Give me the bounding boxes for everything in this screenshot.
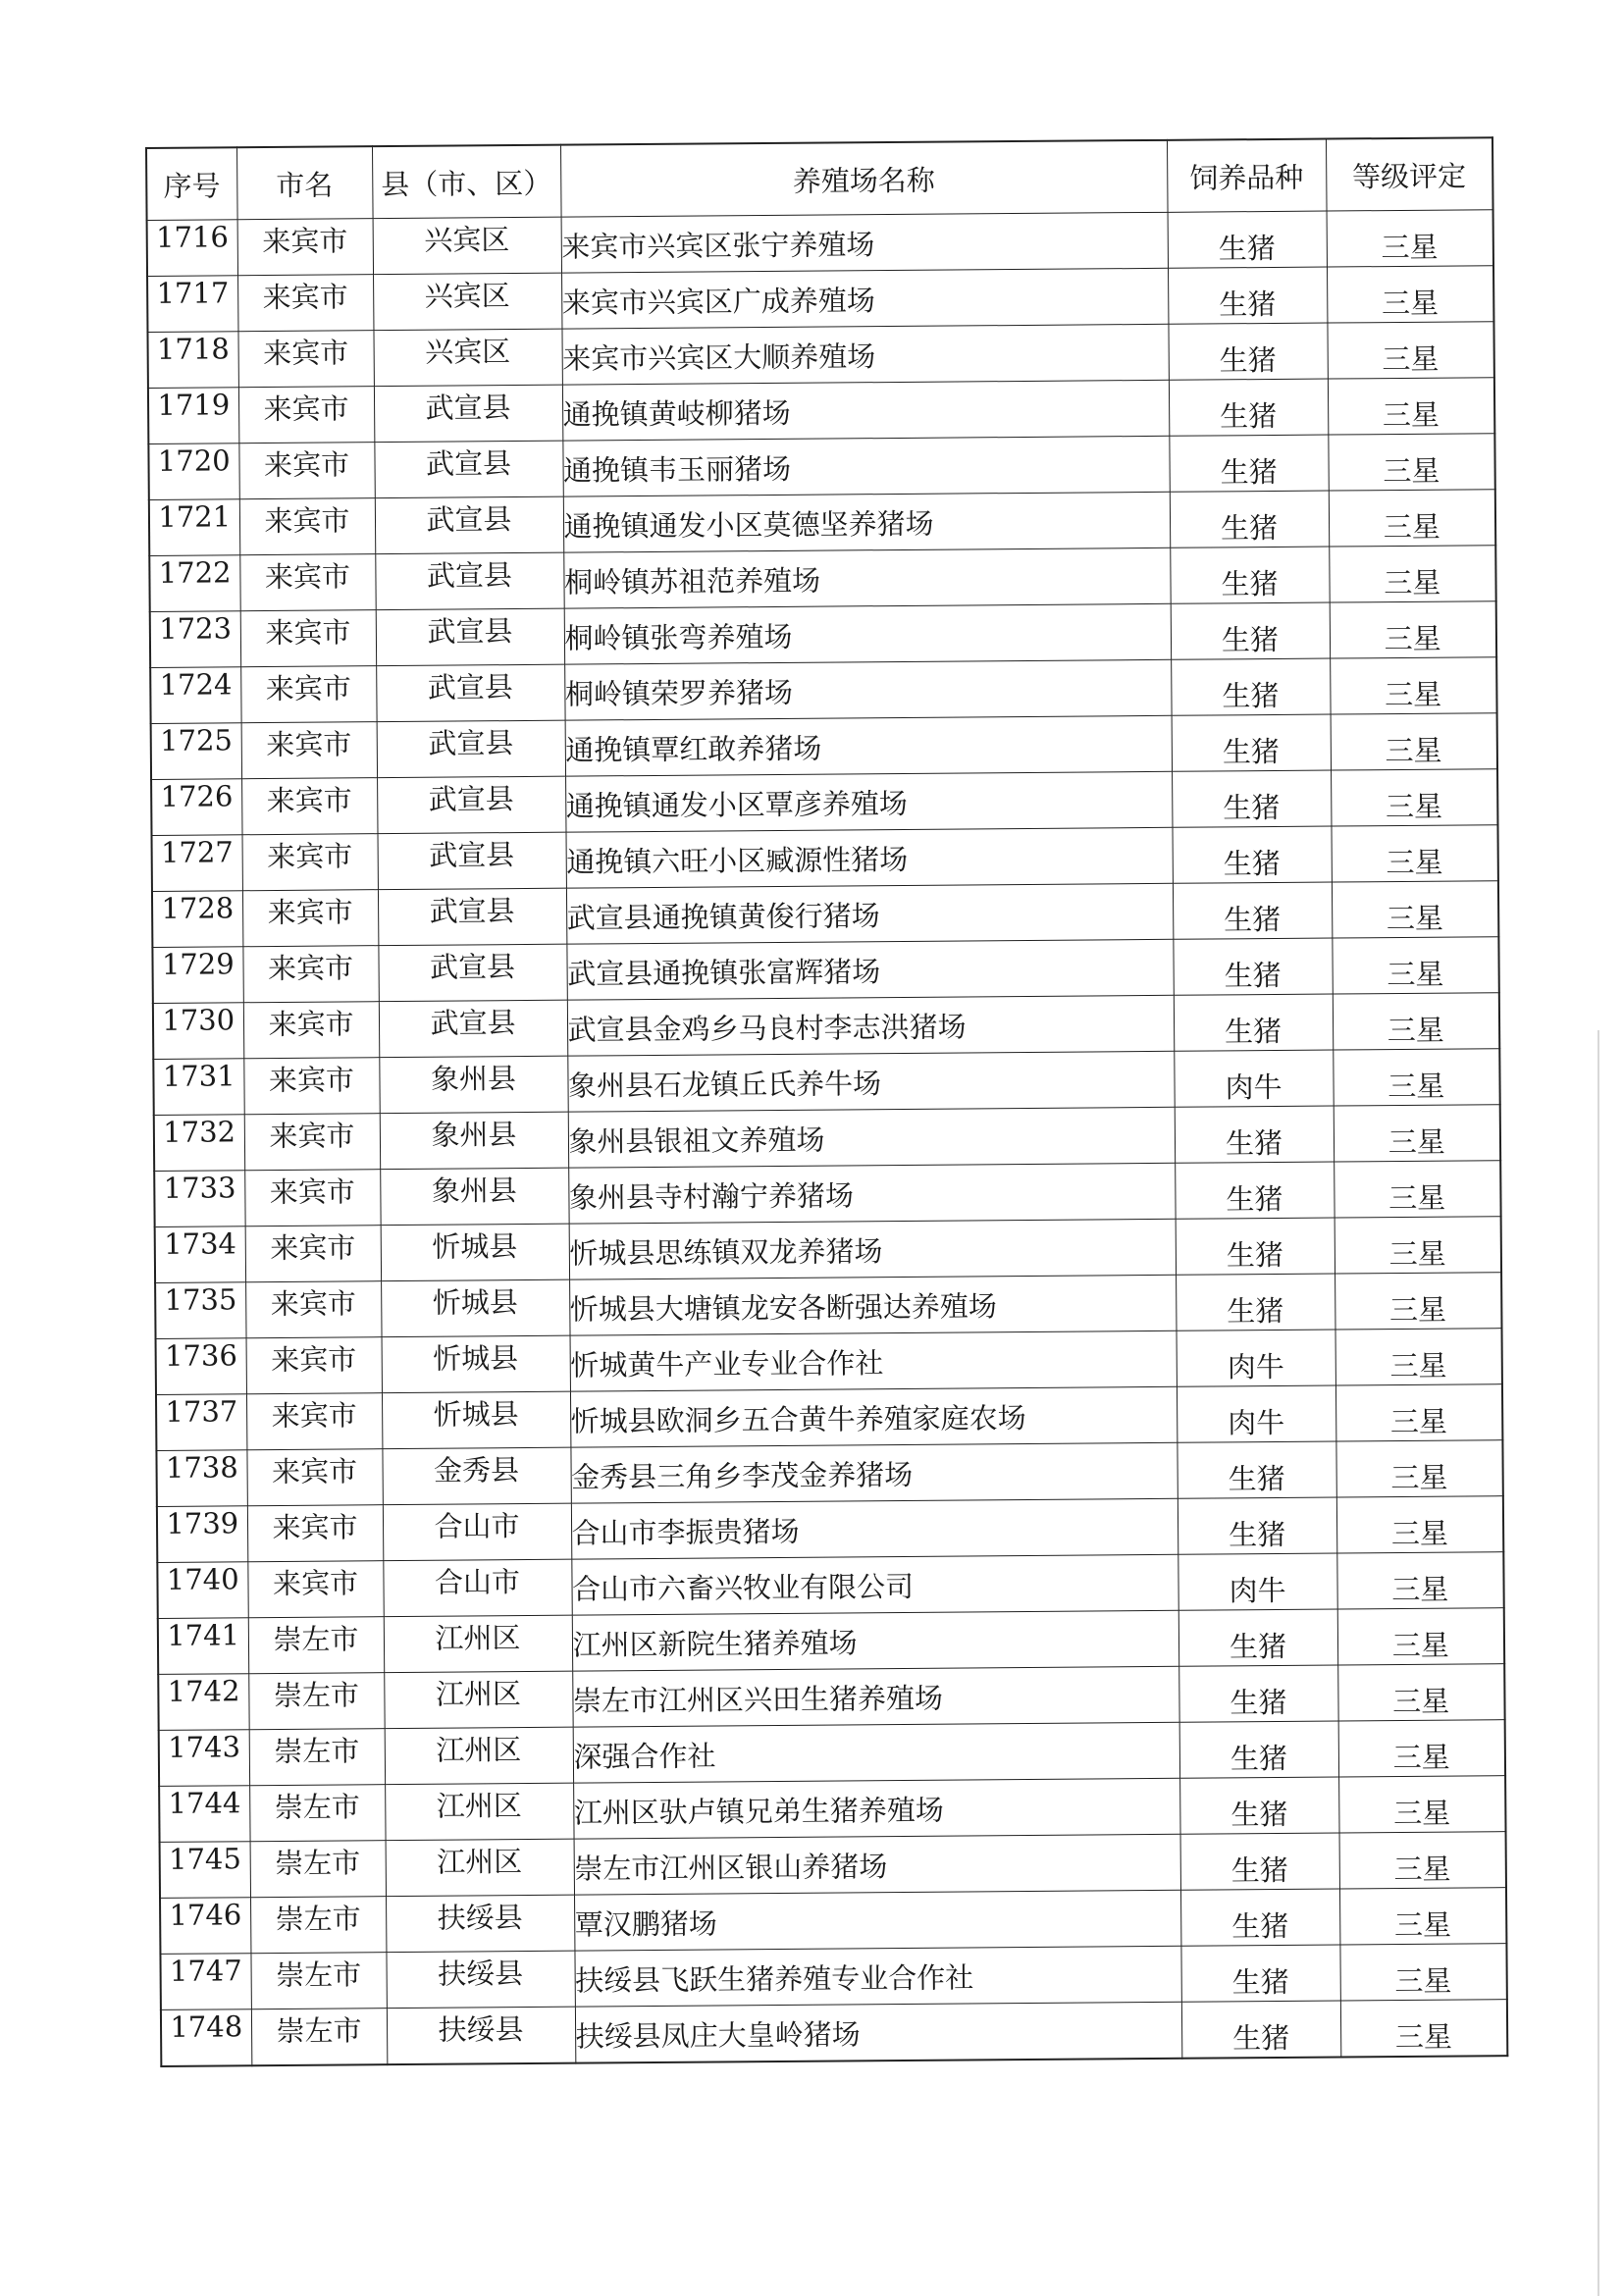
cell-seq: 1734 [155, 1226, 245, 1283]
cell-breed: 肉牛 [1177, 1385, 1335, 1442]
cell-city: 来宾市 [237, 331, 373, 388]
cell-county: 忻城县 [382, 1391, 570, 1449]
cell-county: 武宣县 [376, 608, 564, 666]
cell-grade: 三星 [1334, 1161, 1500, 1218]
table-row [154, 1161, 1500, 1227]
cell-farm: 桐岭镇张弯养殖场 [564, 603, 1171, 664]
header-breed: 饲养品种 [1167, 139, 1327, 213]
cell-farm: 深强合作社 [573, 1722, 1179, 1783]
table-row [158, 1664, 1504, 1731]
cell-seq: 1726 [151, 779, 241, 836]
header-farm: 养殖场名称 [560, 140, 1168, 217]
header-seq: 序号 [146, 147, 237, 220]
cell-breed: 生猪 [1175, 1106, 1334, 1163]
table-row [156, 1440, 1502, 1507]
cell-county: 象州县 [380, 1168, 568, 1226]
cell-breed: 生猪 [1172, 714, 1331, 771]
table-row [155, 1217, 1501, 1283]
table-row [155, 1273, 1501, 1339]
cell-county: 江州区 [384, 1615, 572, 1673]
cell-breed: 生猪 [1170, 547, 1329, 603]
cell-grade: 三星 [1338, 1720, 1505, 1777]
cell-county: 扶绥县 [386, 1895, 574, 1953]
cell-breed: 肉牛 [1178, 1553, 1336, 1610]
table-row [152, 937, 1498, 1004]
cell-farm: 桐岭镇苏祖范养殖场 [563, 548, 1170, 608]
cell-farm: 象州县寺村瀚宁养猪场 [568, 1163, 1175, 1224]
cell-county: 武宣县 [376, 664, 564, 722]
cell-county: 武宣县 [378, 888, 566, 946]
cell-county: 兴宾区 [373, 217, 561, 275]
cell-seq: 1732 [154, 1115, 244, 1172]
table-row [160, 1832, 1506, 1899]
cell-farm: 象州县石龙镇丘氏养牛场 [567, 1051, 1174, 1112]
cell-city: 崇左市 [248, 1673, 384, 1730]
cell-grade: 三星 [1334, 1105, 1500, 1162]
cell-farm: 忻城县思练镇双龙养猪场 [569, 1219, 1176, 1279]
table-row [149, 546, 1495, 612]
cell-farm: 武宣县金鸡乡马良村李志洪猪场 [567, 995, 1174, 1056]
cell-breed: 生猪 [1181, 2001, 1340, 2059]
cell-city: 来宾市 [242, 834, 378, 891]
cell-farm: 武宣县通挽镇黄俊行猪场 [566, 883, 1173, 944]
cell-grade: 三星 [1327, 322, 1493, 379]
cell-county: 金秀县 [382, 1447, 570, 1505]
cell-seq: 1722 [149, 555, 239, 612]
cell-farm: 通挽镇六旺小区臧源性猪场 [565, 827, 1172, 888]
cell-grade: 三星 [1336, 1552, 1503, 1609]
cell-seq: 1737 [156, 1394, 246, 1451]
cell-grade: 三星 [1338, 1776, 1505, 1833]
cell-county: 武宣县 [377, 776, 565, 834]
cell-county: 武宣县 [377, 720, 565, 778]
cell-seq: 1719 [148, 388, 238, 444]
table-row [148, 434, 1494, 500]
table-row [150, 601, 1496, 668]
cell-farm: 桐岭镇荣罗养猪场 [564, 659, 1171, 720]
cell-city: 来宾市 [237, 219, 373, 276]
cell-breed: 生猪 [1179, 1721, 1338, 1778]
table-row [157, 1552, 1503, 1619]
table-row [156, 1329, 1502, 1395]
table-row [159, 1720, 1505, 1787]
cell-farm: 江州区驮卢镇兄弟生猪养殖场 [573, 1778, 1179, 1839]
table-row [147, 210, 1493, 277]
cell-city: 来宾市 [246, 1337, 382, 1394]
cell-grade: 三星 [1331, 713, 1497, 770]
cell-county: 武宣县 [378, 832, 566, 890]
cell-grade: 三星 [1337, 1664, 1504, 1721]
cell-city: 来宾市 [241, 722, 377, 779]
table-row [151, 769, 1497, 836]
table-row [161, 2000, 1507, 2066]
cell-breed: 生猪 [1180, 1833, 1339, 1890]
cell-seq: 1744 [159, 1786, 249, 1843]
cell-farm: 江州区新院生猪养殖场 [572, 1610, 1178, 1671]
cell-county: 扶绥县 [387, 2007, 575, 2064]
cell-city: 来宾市 [247, 1561, 383, 1618]
cell-grade: 三星 [1339, 1888, 1506, 1945]
cell-breed: 生猪 [1168, 267, 1327, 324]
cell-grade: 三星 [1333, 1049, 1499, 1106]
cell-city: 来宾市 [242, 890, 378, 947]
cell-farm: 忻城黄牛产业专业合作社 [570, 1331, 1177, 1391]
cell-breed: 生猪 [1170, 491, 1329, 548]
cell-farm: 通挽镇韦玉丽猪场 [562, 436, 1169, 496]
cell-seq: 1716 [147, 220, 237, 277]
cell-county: 武宣县 [374, 441, 562, 498]
cell-county: 武宣县 [375, 552, 563, 610]
cell-grade: 三星 [1335, 1217, 1501, 1274]
cell-city: 来宾市 [238, 387, 374, 444]
cell-seq: 1740 [157, 1562, 247, 1619]
cell-breed: 生猪 [1179, 1777, 1338, 1834]
cell-farm: 通挽镇通发小区莫德坚养猪场 [563, 492, 1170, 552]
cell-breed: 生猪 [1172, 770, 1331, 827]
table-row [154, 1105, 1500, 1172]
cell-seq: 1729 [152, 947, 242, 1004]
cell-seq: 1746 [160, 1898, 250, 1955]
cell-farm: 忻城县大塘镇龙安各断强达养殖场 [569, 1275, 1176, 1335]
cell-city: 崇左市 [249, 1729, 385, 1786]
cell-grade: 三星 [1332, 881, 1498, 938]
cell-city: 崇左市 [248, 1617, 384, 1674]
cell-city: 来宾市 [244, 1114, 380, 1171]
table-sheet [145, 136, 1506, 2067]
cell-breed: 生猪 [1176, 1218, 1335, 1275]
cell-grade: 三星 [1328, 434, 1494, 491]
cell-city: 崇左市 [250, 1841, 386, 1898]
header-city: 市名 [236, 146, 373, 220]
cell-city: 来宾市 [247, 1505, 383, 1562]
cell-grade: 三星 [1330, 601, 1496, 658]
table-body [147, 210, 1508, 2066]
cell-county: 象州县 [380, 1112, 568, 1170]
cell-city: 来宾市 [240, 610, 376, 667]
table-row [149, 490, 1495, 556]
cell-city: 来宾市 [239, 554, 375, 611]
cell-county: 江州区 [385, 1727, 573, 1785]
cell-grade: 三星 [1333, 993, 1499, 1050]
cell-farm: 扶绥县凤庄大皇岭猪场 [575, 2002, 1181, 2062]
cell-farm: 合山市李振贵猪场 [571, 1498, 1178, 1559]
cell-breed: 生猪 [1177, 1441, 1335, 1498]
cell-breed: 生猪 [1169, 435, 1328, 492]
cell-breed: 生猪 [1172, 826, 1331, 883]
cell-grade: 三星 [1329, 490, 1495, 547]
table-row [152, 825, 1498, 892]
cell-grade: 三星 [1327, 210, 1493, 267]
table-row [147, 322, 1493, 389]
cell-county: 武宣县 [379, 1000, 567, 1058]
cell-seq: 1748 [161, 2009, 251, 2066]
cell-city: 来宾市 [245, 1281, 381, 1338]
cell-county: 忻城县 [381, 1224, 569, 1281]
cell-seq: 1741 [158, 1618, 248, 1675]
cell-seq: 1720 [148, 444, 238, 500]
cell-seq: 1735 [155, 1282, 245, 1339]
header-grade: 等级评定 [1326, 137, 1493, 211]
cell-city: 崇左市 [251, 2009, 387, 2066]
cell-breed: 肉牛 [1177, 1330, 1335, 1386]
cell-breed: 生猪 [1175, 1162, 1334, 1219]
cell-grade: 三星 [1335, 1440, 1502, 1497]
cell-grade: 三星 [1327, 266, 1493, 323]
cell-county: 武宣县 [378, 944, 566, 1002]
cell-seq: 1721 [149, 499, 239, 556]
cell-county: 武宣县 [374, 385, 562, 443]
cell-breed: 生猪 [1178, 1665, 1337, 1722]
cell-seq: 1724 [150, 667, 240, 724]
cell-city: 来宾市 [245, 1226, 381, 1282]
cell-city: 来宾市 [239, 498, 375, 555]
cell-city: 来宾市 [244, 1170, 380, 1226]
cell-breed: 生猪 [1169, 379, 1328, 436]
cell-farm: 通挽镇覃红敢养猪场 [565, 715, 1172, 776]
cell-city: 来宾市 [243, 1058, 379, 1115]
cell-seq: 1739 [157, 1506, 247, 1563]
table-row [151, 713, 1497, 780]
cell-farm: 通挽镇通发小区覃彦养殖场 [565, 771, 1172, 832]
cell-seq: 1723 [150, 611, 240, 668]
cell-county: 兴宾区 [373, 329, 561, 387]
cell-city: 来宾市 [241, 778, 377, 835]
cell-farm: 通挽镇黄岐柳猪场 [562, 380, 1169, 441]
cell-breed: 生猪 [1168, 211, 1327, 268]
cell-seq: 1730 [153, 1003, 243, 1060]
cell-county: 忻城县 [381, 1279, 569, 1337]
cell-seq: 1718 [147, 332, 237, 389]
table-row [159, 1776, 1505, 1843]
cell-farm: 金秀县三角乡李茂金养猪场 [570, 1442, 1177, 1503]
cell-seq: 1717 [147, 276, 237, 333]
cell-city: 崇左市 [250, 1897, 386, 1954]
cell-grade: 三星 [1335, 1329, 1502, 1385]
cell-farm: 象州县银祖文养殖场 [568, 1107, 1175, 1168]
cell-county: 忻城县 [382, 1335, 570, 1393]
cell-farm: 来宾市兴宾区广成养殖场 [561, 268, 1168, 329]
cell-seq: 1736 [156, 1338, 246, 1395]
cell-seq: 1731 [153, 1059, 243, 1116]
cell-farm: 覃汉鹏猪场 [574, 1890, 1180, 1951]
table-header-row [146, 137, 1493, 220]
cell-county: 江州区 [386, 1839, 574, 1897]
cell-seq: 1728 [152, 891, 242, 948]
cell-breed: 生猪 [1176, 1274, 1335, 1331]
cell-city: 来宾市 [246, 1393, 382, 1450]
cell-breed: 生猪 [1168, 323, 1327, 380]
cell-seq: 1725 [151, 723, 241, 780]
header-county: 县（市、区） [372, 145, 561, 219]
table-row [150, 657, 1496, 724]
cell-farm: 来宾市兴宾区大顺养殖场 [561, 324, 1168, 385]
cell-breed: 生猪 [1174, 994, 1333, 1051]
cell-grade: 三星 [1335, 1384, 1502, 1441]
cell-grade: 三星 [1340, 2000, 1507, 2058]
cell-grade: 三星 [1331, 769, 1497, 826]
table-row [156, 1384, 1502, 1451]
cell-breed: 生猪 [1173, 882, 1332, 939]
cell-city: 崇左市 [249, 1785, 385, 1842]
cell-city: 来宾市 [242, 946, 378, 1003]
cell-farm: 武宣县通挽镇张富辉猪场 [566, 939, 1173, 1000]
cell-grade: 三星 [1339, 1832, 1506, 1889]
cell-grade: 三星 [1336, 1496, 1503, 1553]
cell-grade: 三星 [1330, 657, 1496, 714]
cell-farm: 崇左市江州区兴田生猪养殖场 [572, 1666, 1178, 1727]
cell-breed: 生猪 [1171, 658, 1330, 715]
cell-city: 来宾市 [237, 275, 373, 332]
cell-county: 武宣县 [375, 496, 563, 554]
cell-grade: 三星 [1337, 1608, 1504, 1665]
cell-city: 崇左市 [250, 1953, 386, 2009]
cell-farm: 忻城县欧洞乡五合黄牛养殖家庭农场 [570, 1386, 1177, 1447]
cell-grade: 三星 [1339, 1944, 1506, 2001]
cell-breed: 肉牛 [1174, 1050, 1333, 1107]
table-row [153, 1049, 1499, 1116]
cell-county: 兴宾区 [373, 273, 561, 331]
cell-city: 来宾市 [243, 1002, 379, 1059]
cell-seq: 1738 [156, 1450, 246, 1507]
cell-farm: 崇左市江州区银山养猪场 [574, 1834, 1180, 1895]
cell-grade: 三星 [1335, 1273, 1501, 1330]
cell-breed: 生猪 [1180, 1945, 1339, 2002]
cell-seq: 1733 [154, 1171, 244, 1227]
cell-breed: 生猪 [1180, 1889, 1339, 1946]
cell-breed: 生猪 [1171, 602, 1330, 659]
table-row [152, 881, 1498, 948]
cell-city: 来宾市 [240, 666, 376, 723]
cell-farm: 扶绥县飞跃生猪养殖专业合作社 [574, 1946, 1180, 2007]
cell-farm: 来宾市兴宾区张宁养殖场 [561, 212, 1168, 273]
cell-grade: 三星 [1331, 825, 1497, 882]
cell-grade: 三星 [1332, 937, 1498, 994]
cell-seq: 1745 [160, 1842, 250, 1899]
cell-county: 象州县 [379, 1056, 567, 1114]
cell-county: 江州区 [385, 1783, 573, 1841]
cell-county: 江州区 [384, 1671, 572, 1729]
table-row [148, 378, 1494, 444]
cell-county: 扶绥县 [386, 1951, 574, 2009]
cell-county: 合山市 [383, 1503, 571, 1561]
scan-edge-line [1597, 1030, 1599, 2296]
cell-breed: 生猪 [1178, 1497, 1336, 1554]
cell-grade: 三星 [1329, 546, 1495, 602]
cell-grade: 三星 [1328, 378, 1494, 435]
table-row [153, 993, 1499, 1060]
cell-seq: 1727 [152, 835, 242, 892]
cell-seq: 1743 [159, 1730, 249, 1787]
cell-farm: 合山市六畜兴牧业有限公司 [571, 1554, 1178, 1615]
cell-seq: 1747 [160, 1954, 250, 2010]
cell-county: 合山市 [383, 1559, 571, 1617]
table-row [160, 1888, 1506, 1955]
table-row [147, 266, 1493, 333]
cell-seq: 1742 [158, 1674, 248, 1731]
livestock-farm-table [145, 136, 1508, 2067]
cell-city: 来宾市 [246, 1449, 382, 1506]
cell-breed: 生猪 [1173, 938, 1332, 995]
cell-city: 来宾市 [238, 443, 374, 499]
table-row [158, 1608, 1504, 1675]
cell-breed: 生猪 [1178, 1609, 1337, 1666]
table-row [160, 1944, 1506, 2010]
